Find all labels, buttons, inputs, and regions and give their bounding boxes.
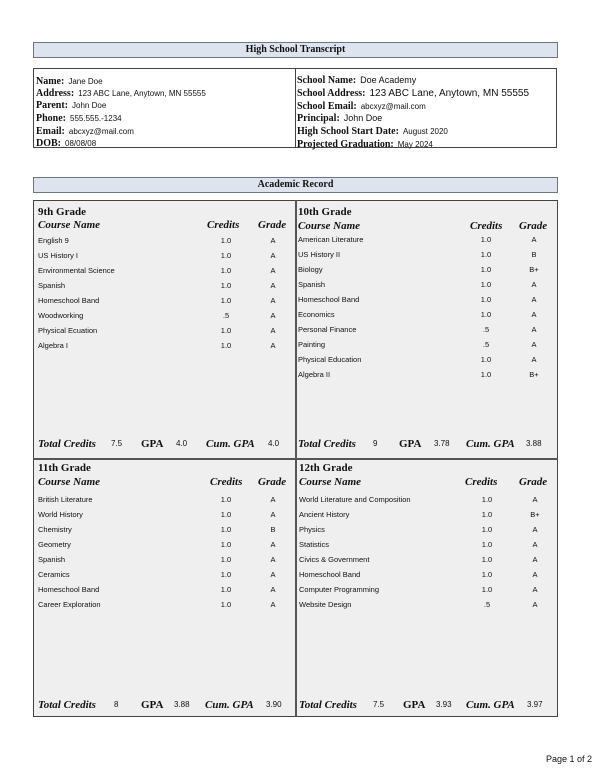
course-name: Spanish <box>38 555 66 564</box>
gpa-value: 3.78 <box>434 439 450 448</box>
transcript-title: High School Transcript <box>33 42 558 58</box>
course-name: Biology <box>298 265 323 274</box>
grade-header: Grade <box>519 220 548 232</box>
course-grade: A <box>270 510 276 519</box>
course-credits: 1.0 <box>220 510 232 519</box>
course-name: Homeschool Band <box>38 296 100 305</box>
course-grade: A <box>270 341 276 350</box>
school-email-label: School Email: <box>297 101 357 112</box>
course-grade: A <box>531 310 537 319</box>
school-name: Doe Academy <box>360 75 417 85</box>
course-credits: 1.0 <box>481 555 493 564</box>
graduation-line <box>297 134 433 152</box>
course-credits: 1.0 <box>480 250 492 259</box>
info-box-edge <box>556 68 557 148</box>
course-name-header: Course Name <box>38 219 101 231</box>
course-grade: A <box>270 540 276 549</box>
course-credits: 1.0 <box>220 525 232 534</box>
course-name: American Literature <box>298 235 364 244</box>
course-name: Physical Ecuation <box>38 326 98 335</box>
cum-gpa-value: 3.88 <box>526 439 542 448</box>
course-credits: .5 <box>483 600 491 609</box>
course-grade: A <box>270 296 276 305</box>
course-grade: A <box>270 251 276 260</box>
grade-title: 10th Grade <box>298 206 352 218</box>
student-name: Jane Doe <box>68 77 103 86</box>
academic-record-title: Academic Record <box>33 177 558 193</box>
course-name: Woodworking <box>38 311 84 320</box>
course-credits: 1.0 <box>480 235 492 244</box>
course-name: World History <box>38 510 83 519</box>
course-grade: A <box>532 540 538 549</box>
phone-label: Phone: <box>36 113 66 124</box>
dob-label: DOB: <box>36 138 61 149</box>
school-email: abcxyz@mail.com <box>360 102 426 111</box>
course-credits: .5 <box>222 311 230 320</box>
school-address: 123 ABC Lane, Anytown, MN 55555 <box>369 88 530 99</box>
student-email: abcxyz@mail.com <box>68 127 134 136</box>
principal-label: Principal: <box>297 113 340 124</box>
course-name: Career Exploration <box>38 600 101 609</box>
course-name: Spanish <box>38 281 66 290</box>
course-grade: B <box>531 250 537 259</box>
course-grade: A <box>532 525 538 534</box>
gpa-value: 4.0 <box>176 439 188 448</box>
start-date-label: High School Start Date: <box>297 126 399 137</box>
grade-header: Grade <box>258 219 287 231</box>
course-credits: 1.0 <box>481 495 493 504</box>
course-name-header: Course Name <box>299 476 362 488</box>
credits-header: Credits <box>207 219 240 231</box>
course-name: Homeschool Band <box>38 585 100 594</box>
school-name-label: School Name: <box>297 75 357 86</box>
course-name: Ancient History <box>299 510 350 519</box>
course-credits: 1.0 <box>481 540 493 549</box>
course-name: Personal Finance <box>298 325 357 334</box>
school-address-label: School Address: <box>297 88 366 99</box>
graduation-date: May 2024 <box>397 140 433 149</box>
course-credits: 1.0 <box>220 540 232 549</box>
course-name: Geometry <box>38 540 71 549</box>
course-credits: 1.0 <box>481 585 493 594</box>
course-name: Chemistry <box>38 525 72 534</box>
course-credits: 1.0 <box>220 296 232 305</box>
info-divider <box>295 68 296 148</box>
course-grade: A <box>270 326 276 335</box>
course-credits: 1.0 <box>480 295 492 304</box>
course-name: Homeschool Band <box>299 570 361 579</box>
course-grade: A <box>531 355 537 364</box>
course-credits: 1.0 <box>220 281 232 290</box>
student-email-label: Email: <box>36 126 65 137</box>
cum-gpa-label: Cum. GPA <box>466 699 515 711</box>
course-name: Computer Programming <box>299 585 380 594</box>
cum-gpa-value: 3.90 <box>266 700 282 709</box>
course-grade: A <box>531 235 537 244</box>
principal-name: John Doe <box>343 113 383 123</box>
gpa-value: 3.88 <box>174 700 190 709</box>
course-credits: .5 <box>482 340 490 349</box>
course-grade: A <box>270 555 276 564</box>
total-credits-label: Total Credits <box>38 699 96 711</box>
course-credits: 1.0 <box>220 251 232 260</box>
course-grade: A <box>270 236 276 245</box>
grade-header: Grade <box>519 476 548 488</box>
course-name: Ceramics <box>38 570 70 579</box>
course-grade: A <box>532 600 538 609</box>
course-credits: 1.0 <box>220 570 232 579</box>
credits-header: Credits <box>210 476 243 488</box>
course-grade: A <box>270 585 276 594</box>
phone-number: 555.555.-1234 <box>70 114 122 123</box>
course-grade: A <box>532 495 538 504</box>
course-grade: A <box>531 295 537 304</box>
course-grade: B+ <box>529 265 539 274</box>
student-address-label: Address: <box>36 88 75 99</box>
course-name: Website Design <box>299 600 352 609</box>
cum-gpa-label: Cum. GPA <box>205 699 254 711</box>
cum-gpa-label: Cum. GPA <box>206 438 255 450</box>
course-grade: A <box>270 266 276 275</box>
course-credits: 1.0 <box>220 236 232 245</box>
course-grade: A <box>531 280 537 289</box>
total-credits-label: Total Credits <box>298 438 356 450</box>
course-grade: A <box>270 495 276 504</box>
total-credits-value: 9 <box>373 439 378 448</box>
course-grade: A <box>532 585 538 594</box>
course-grade: A <box>532 555 538 564</box>
grade-title: 12th Grade <box>299 462 353 474</box>
course-credits: 1.0 <box>220 495 232 504</box>
course-grade: A <box>531 340 537 349</box>
grade-title: 11th Grade <box>38 462 91 474</box>
cum-gpa-value: 3.97 <box>527 700 543 709</box>
course-credits: 1.0 <box>220 341 232 350</box>
course-name: Physics <box>299 525 325 534</box>
parent-label: Parent: <box>36 100 69 111</box>
course-grade: B <box>270 525 276 534</box>
course-grade: A <box>270 311 276 320</box>
course-credits: 1.0 <box>220 555 232 564</box>
gpa-label: GPA <box>141 438 164 450</box>
grade-title: 9th Grade <box>38 206 86 218</box>
course-name-header: Course Name <box>298 220 361 232</box>
course-name: World Literature and Composition <box>299 495 411 504</box>
course-name: British Literature <box>38 495 93 504</box>
course-credits: 1.0 <box>480 280 492 289</box>
parent-name: John Doe <box>72 101 107 110</box>
credits-header: Credits <box>470 220 503 232</box>
grade-header: Grade <box>258 476 287 488</box>
total-credits-label: Total Credits <box>299 699 357 711</box>
total-credits-label: Total Credits <box>38 438 96 450</box>
course-grade: A <box>270 600 276 609</box>
course-name: Homeschool Band <box>298 295 360 304</box>
course-name: US History II <box>298 250 341 259</box>
course-name: Physical Education <box>298 355 362 364</box>
course-name-header: Course Name <box>38 476 101 488</box>
course-credits: .5 <box>482 325 490 334</box>
course-grade: B+ <box>529 370 539 379</box>
course-name: US History I <box>38 251 79 260</box>
course-name: Environmental Science <box>38 266 115 275</box>
course-credits: 1.0 <box>220 326 232 335</box>
cum-gpa-label: Cum. GPA <box>466 438 515 450</box>
total-credits-value: 8 <box>114 700 119 709</box>
course-name: Spanish <box>298 280 326 289</box>
gpa-label: GPA <box>141 699 164 711</box>
course-credits: 1.0 <box>220 585 232 594</box>
course-name: Algebra I <box>38 341 69 350</box>
course-credits: 1.0 <box>480 265 492 274</box>
course-name: English 9 <box>38 236 69 245</box>
gpa-label: GPA <box>399 438 422 450</box>
course-credits: 1.0 <box>481 570 493 579</box>
course-credits: 1.0 <box>220 600 232 609</box>
total-credits-value: 7.5 <box>373 700 385 709</box>
gpa-value: 3.93 <box>436 700 452 709</box>
course-grade: A <box>270 281 276 290</box>
course-name: Painting <box>298 340 326 349</box>
course-credits: 1.0 <box>220 266 232 275</box>
course-name: Civics & Government <box>299 555 370 564</box>
cum-gpa-value: 4.0 <box>268 439 280 448</box>
credits-header: Credits <box>465 476 498 488</box>
page-number: Page 1 of 2 <box>546 754 593 764</box>
course-name: Statistics <box>299 540 330 549</box>
total-credits-value: 7.5 <box>111 439 123 448</box>
student-address: 123 ABC Lane, Anytown, MN 55555 <box>78 89 206 98</box>
course-credits: 1.0 <box>480 370 492 379</box>
course-name: Algebra II <box>298 370 331 379</box>
record-horizontal-divider <box>33 458 558 460</box>
course-grade: B+ <box>530 510 540 519</box>
student-name-label: Name: <box>36 76 65 87</box>
course-grade: A <box>270 570 276 579</box>
dob-line <box>36 133 96 151</box>
start-date: August 2020 <box>402 127 448 136</box>
course-credits: 1.0 <box>481 525 493 534</box>
gpa-label: GPA <box>403 699 426 711</box>
course-name: Economics <box>298 310 335 319</box>
course-credits: 1.0 <box>480 355 492 364</box>
graduation-label: Projected Graduation: <box>297 139 394 150</box>
dob-value: 08/08/08 <box>65 139 97 148</box>
course-grade: A <box>532 570 538 579</box>
course-credits: 1.0 <box>480 310 492 319</box>
course-grade: A <box>531 325 537 334</box>
course-credits: 1.0 <box>481 510 493 519</box>
